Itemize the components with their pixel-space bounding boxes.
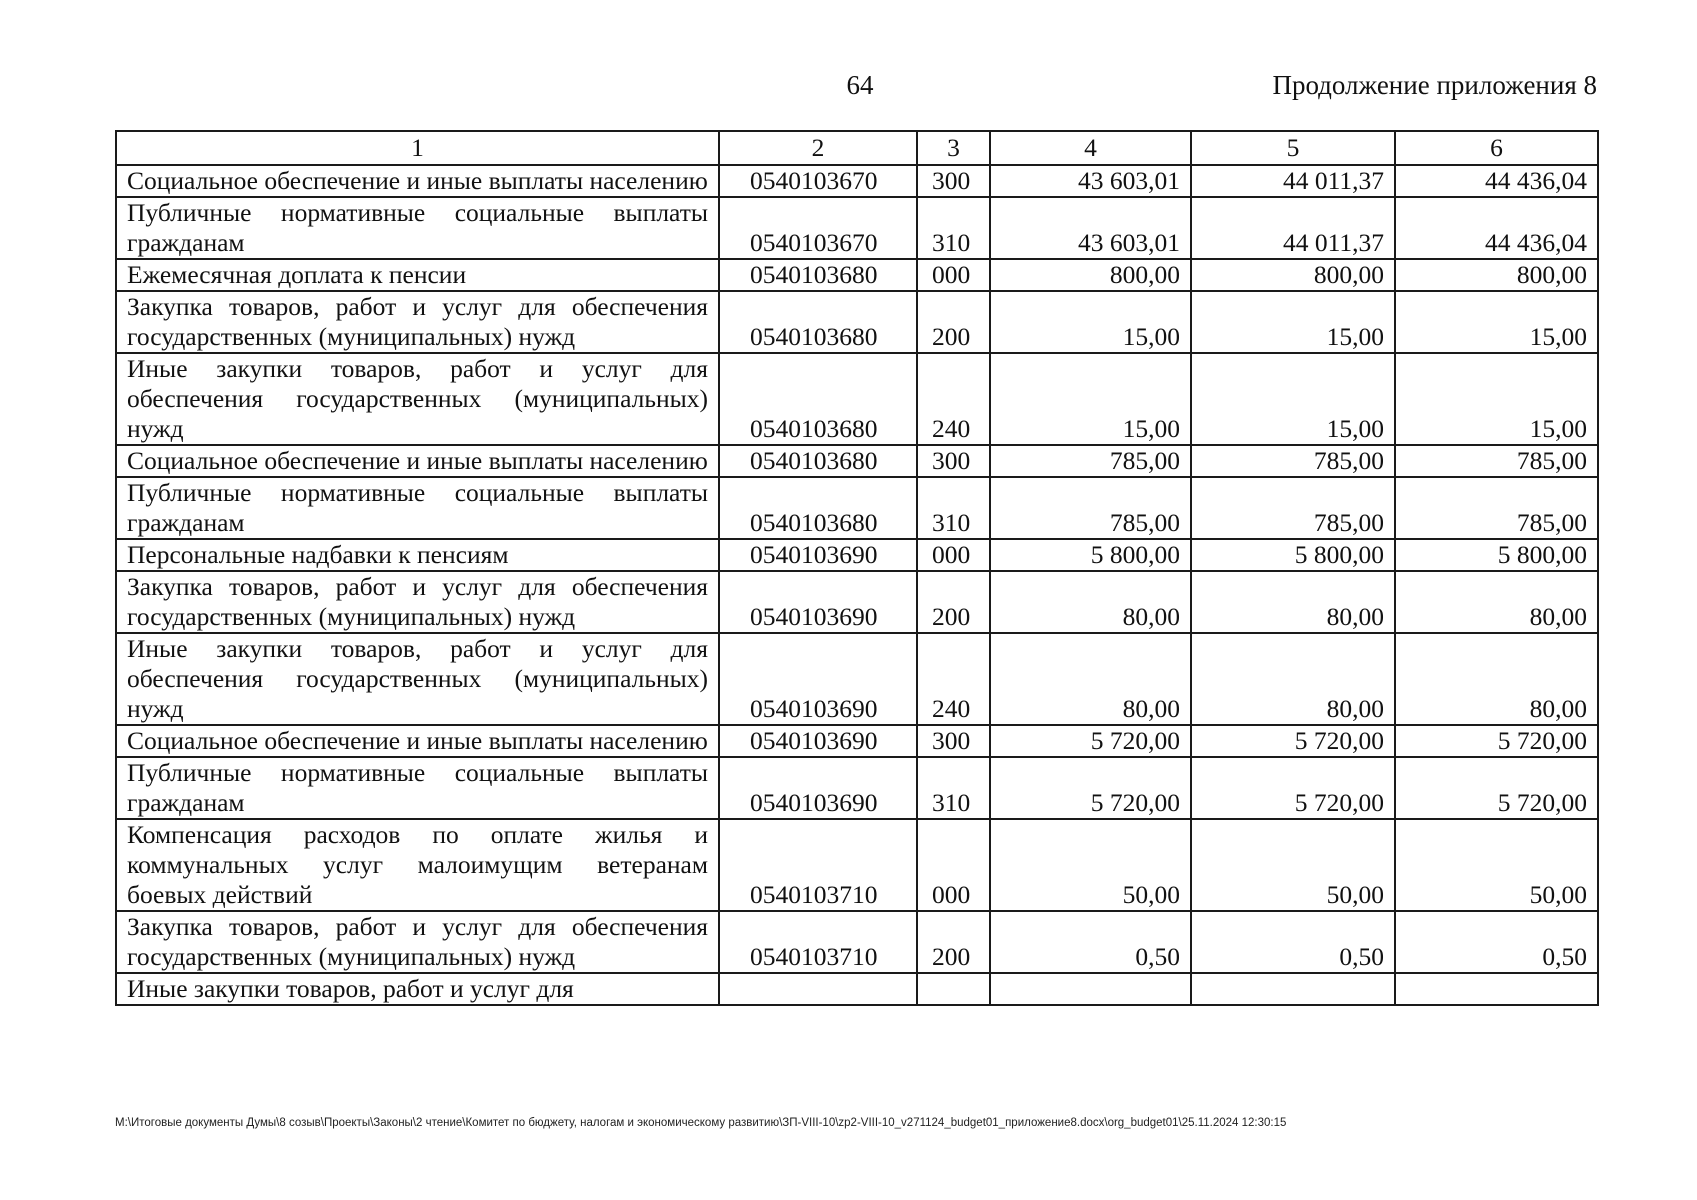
expense-type-cell: 000 [917,539,990,571]
amount-col4-cell: 43 603,01 [990,165,1191,197]
expense-type-cell: 240 [917,633,990,725]
expense-type-cell: 000 [917,819,990,911]
amount-col5-cell: 44 011,37 [1191,197,1395,259]
budget-table [115,130,1599,1006]
amount-col6-cell: 15,00 [1395,291,1598,353]
document-file-path: M:\Итоговые документы Думы\8 созыв\Проекты\Законы\2 чтение\Комитет по бюджету, налогам и экономическому развитию\ЗП-VIII-10\zp2-VIII-10_v271124_budget01_приложение8.docx\org_budget01\25.11.2024 12:30:15 [115,1117,1287,1129]
table-row [116,539,1598,571]
table-row [116,197,1598,259]
amount-col4-cell: 785,00 [990,445,1191,477]
budget-code-cell: 0540103680 [719,291,917,353]
amount-col6-cell: 5 800,00 [1395,539,1598,571]
expense-type-cell: 300 [917,445,990,477]
table-body [116,165,1598,1005]
expense-type-cell [917,973,990,1005]
amount-col6-cell: 5 720,00 [1395,757,1598,819]
appendix-caption: Продолжение приложения 8 [1272,70,1597,100]
table-row [116,571,1598,633]
budget-code-cell: 0540103670 [719,197,917,259]
row-name-cell: Компенсация расходов по оплате жилья и коммунальных услуг малоимущим ветеранам боевых действий [116,819,719,911]
row-name-cell: Социальное обеспечение и иные выплаты населению [116,165,719,197]
amount-col6-cell: 785,00 [1395,477,1598,539]
amount-col5-cell: 80,00 [1191,633,1395,725]
row-name-cell: Публичные нормативные социальные выплаты гражданам [116,757,719,819]
column-header-5: 5 [1191,131,1395,165]
row-name-cell: Иные закупки товаров, работ и услуг для обеспечения государственных (муниципальных) нужд [116,633,719,725]
row-name-cell: Персональные надбавки к пенсиям [116,539,719,571]
table-row [116,633,1598,725]
amount-col5-cell: 15,00 [1191,291,1395,353]
expense-type-cell: 200 [917,291,990,353]
table-row [116,819,1598,911]
table-row [116,165,1598,197]
amount-col5-cell: 50,00 [1191,819,1395,911]
table-row [116,445,1598,477]
amount-col5-cell [1191,973,1395,1005]
budget-code-cell: 0540103690 [719,725,917,757]
amount-col4-cell: 0,50 [990,911,1191,973]
amount-col6-cell [1395,973,1598,1005]
amount-col5-cell: 5 720,00 [1191,725,1395,757]
table-row [116,291,1598,353]
row-name-cell: Закупка товаров, работ и услуг для обеспечения государственных (муниципальных) нужд [116,911,719,973]
amount-col4-cell: 50,00 [990,819,1191,911]
amount-col4-cell: 785,00 [990,477,1191,539]
amount-col5-cell: 5 720,00 [1191,757,1395,819]
amount-col6-cell: 80,00 [1395,633,1598,725]
table-row [116,973,1598,1005]
budget-code-cell [719,973,917,1005]
budget-code-cell: 0540103680 [719,259,917,291]
amount-col5-cell: 785,00 [1191,477,1395,539]
row-name-cell: Иные закупки товаров, работ и услуг для обеспечения государственных (муниципальных) нужд [116,353,719,445]
amount-col4-cell: 800,00 [990,259,1191,291]
amount-col4-cell: 43 603,01 [990,197,1191,259]
column-header-3: 3 [917,131,990,165]
budget-code-cell: 0540103690 [719,757,917,819]
row-name-cell: Закупка товаров, работ и услуг для обеспечения государственных (муниципальных) нужд [116,291,719,353]
budget-code-cell: 0540103680 [719,445,917,477]
expense-type-cell: 200 [917,911,990,973]
expense-type-cell: 240 [917,353,990,445]
amount-col5-cell: 80,00 [1191,571,1395,633]
row-name-cell: Социальное обеспечение и иные выплаты населению [116,725,719,757]
amount-col5-cell: 800,00 [1191,259,1395,291]
page-number: 64 [846,70,874,100]
amount-col4-cell: 5 800,00 [990,539,1191,571]
budget-code-cell: 0540103710 [719,819,917,911]
row-name-cell: Ежемесячная доплата к пенсии [116,259,719,291]
table-row [116,259,1598,291]
row-name-cell: Закупка товаров, работ и услуг для обеспечения государственных (муниципальных) нужд [116,571,719,633]
expense-type-cell: 310 [917,197,990,259]
column-header-2: 2 [719,131,917,165]
amount-col5-cell: 785,00 [1191,445,1395,477]
amount-col6-cell: 50,00 [1395,819,1598,911]
budget-code-cell: 0540103680 [719,353,917,445]
row-name-cell: Иные закупки товаров, работ и услуг для [116,973,719,1005]
column-header-1: 1 [116,131,719,165]
row-name-cell: Публичные нормативные социальные выплаты гражданам [116,477,719,539]
expense-type-cell: 300 [917,165,990,197]
amount-col4-cell: 15,00 [990,353,1191,445]
amount-col4-cell: 80,00 [990,633,1191,725]
amount-col6-cell: 5 720,00 [1395,725,1598,757]
amount-col6-cell: 0,50 [1395,911,1598,973]
amount-col4-cell: 5 720,00 [990,757,1191,819]
amount-col4-cell: 5 720,00 [990,725,1191,757]
budget-code-cell: 0540103670 [719,165,917,197]
amount-col6-cell: 800,00 [1395,259,1598,291]
amount-col6-cell: 15,00 [1395,353,1598,445]
table-row [116,911,1598,973]
amount-col6-cell: 80,00 [1395,571,1598,633]
budget-code-cell: 0540103690 [719,633,917,725]
expense-type-cell: 000 [917,259,990,291]
amount-col6-cell: 44 436,04 [1395,165,1598,197]
amount-col5-cell: 5 800,00 [1191,539,1395,571]
row-name-cell: Социальное обеспечение и иные выплаты населению [116,445,719,477]
expense-type-cell: 310 [917,757,990,819]
budget-code-cell: 0540103710 [719,911,917,973]
row-name-cell: Публичные нормативные социальные выплаты гражданам [116,197,719,259]
amount-col4-cell [990,973,1191,1005]
table-header-row [116,131,1598,165]
expense-type-cell: 200 [917,571,990,633]
amount-col6-cell: 44 436,04 [1395,197,1598,259]
table-row [116,353,1598,445]
column-header-4: 4 [990,131,1191,165]
amount-col6-cell: 785,00 [1395,445,1598,477]
table-row [116,757,1598,819]
expense-type-cell: 310 [917,477,990,539]
amount-col4-cell: 15,00 [990,291,1191,353]
table-row [116,725,1598,757]
column-header-6: 6 [1395,131,1598,165]
budget-code-cell: 0540103690 [719,571,917,633]
amount-col5-cell: 15,00 [1191,353,1395,445]
amount-col4-cell: 80,00 [990,571,1191,633]
expense-type-cell: 300 [917,725,990,757]
budget-code-cell: 0540103680 [719,477,917,539]
amount-col5-cell: 0,50 [1191,911,1395,973]
table-row [116,477,1598,539]
amount-col5-cell: 44 011,37 [1191,165,1395,197]
budget-code-cell: 0540103690 [719,539,917,571]
